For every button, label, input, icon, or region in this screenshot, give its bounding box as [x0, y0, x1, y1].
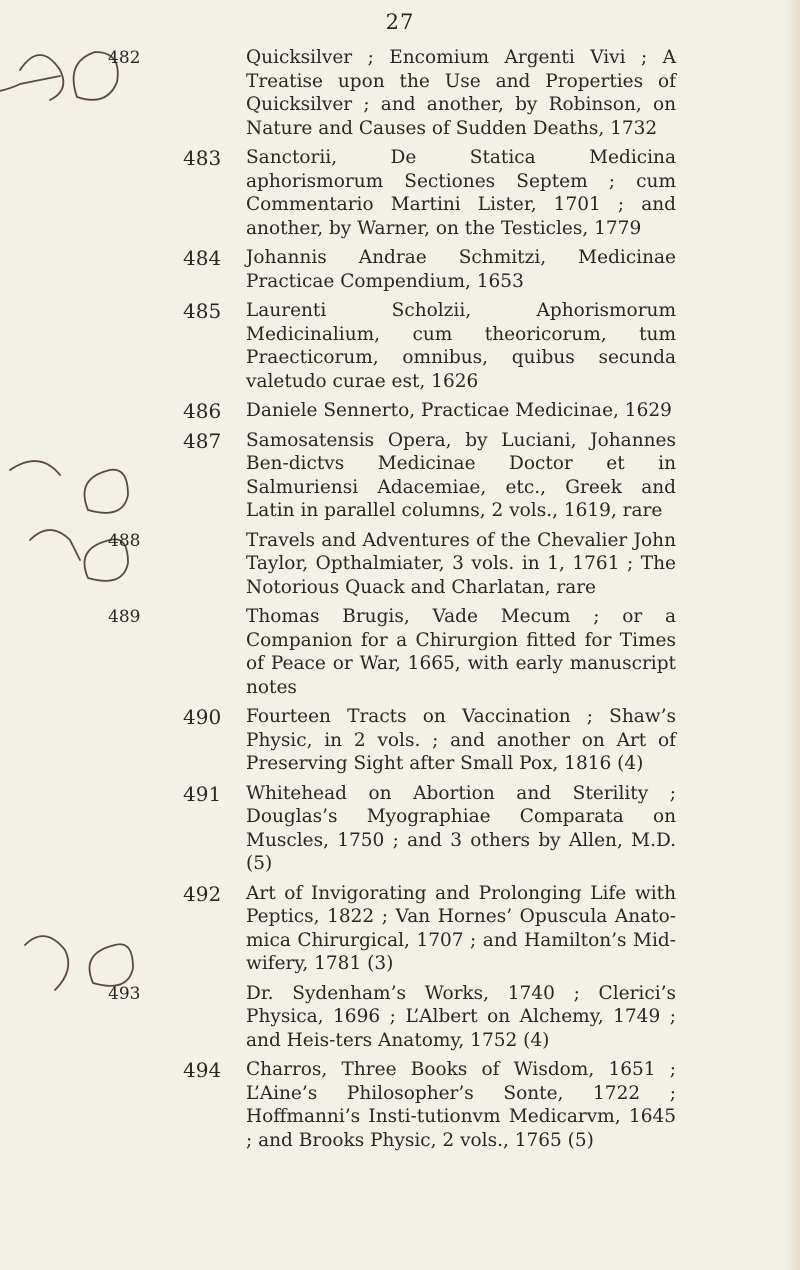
lot-description: Quicksilver ; Encomium Argenti Vivi ; A Treatise upon the Use and Properties of Quicksilver ; and another, by Robinson, on Nature and Causes of Sudden Deaths, 1732: [246, 47, 676, 139]
lot-number: 483: [183, 146, 222, 170]
lot-description: Art of Invigorating and Prolonging Life with Peptics, 1822 ; Van Hornes’ Opuscula Anato-mica Chirurgical, 1707 ; and Hamilton’s Mid-wifery, 1781 (3): [246, 882, 676, 974]
lot-entry: [0, 1058, 800, 1152]
lot-number: 487: [183, 428, 222, 453]
page-edge-shading: [786, 0, 800, 1270]
page-number: 27: [385, 10, 415, 34]
lot-description: Fourteen Tracts on Vaccination ; Shaw’s Physic, in 2 vols. ; and another on Art of Preserving Sight after Small Pox, 1816 (4): [246, 706, 676, 774]
lot-entry: [0, 529, 800, 600]
lot-description: Whitehead on Abortion and Sterility ; Douglas’s Myographiae Comparata on Muscles, 1750 ; and 3 others by Allen, M.D. (5): [246, 782, 676, 874]
lot-entry: [0, 705, 800, 776]
lot-description: Travels and Adventures of the Chevalier John Taylor, Opthalmiater, 3 vols. in 1, 1761 ; The Notorious Quack and Charlatan, rare: [246, 529, 676, 598]
lot-description: Charros, Three Books of Wisdom, 1651 ; L’Aine’s Philosopher’s Sonte, 1722 ; Hoffmanni’s Insti-tutionvm Medicarvm, 1645 ; and Brooks Physic, 2 vols., 1765 (5): [246, 1059, 676, 1151]
lot-list: [0, 46, 800, 1158]
lot-number: 492: [183, 881, 222, 906]
lot-number: 488: [108, 530, 141, 551]
lot-entry: [0, 146, 800, 240]
lot-entry: [0, 782, 800, 876]
lot-number: 494: [183, 1058, 222, 1082]
lot-number: 484: [183, 246, 222, 270]
lot-number: 491: [183, 781, 222, 806]
lot-number: 489: [108, 607, 141, 627]
lot-entry: [0, 399, 800, 423]
lot-entry: [0, 429, 800, 523]
lot-description: Thomas Brugis, Vade Mecum ; or a Companion for a Chirurgion fitted for Times of Peace or War, 1665, with early manuscript notes: [246, 606, 676, 698]
lot-description: Samosatensis Opera, by Luciani, Johannes Ben-dictvs Medicinae Doctor et in Salmuriensi Adacemiae, etc., Greek and Latin in parallel columns, 2 vols., 1619, rare: [246, 429, 676, 521]
lot-number: 490: [183, 705, 222, 729]
lot-entry: [0, 246, 800, 293]
lot-description: Johannis Andrae Schmitzi, Medicinae Practicae Compendium, 1653: [246, 247, 676, 292]
lot-entry: [0, 299, 800, 393]
lot-entry: [0, 882, 800, 976]
lot-number: 486: [183, 399, 222, 423]
lot-description: Sanctorii, De Statica Medicina aphorismorum Sectiones Septem ; cum Commentario Martini Lister, 1701 ; and another, by Warner, on the Testicles, 1779: [246, 147, 676, 239]
lot-entry: [0, 605, 800, 699]
lot-entry: [0, 982, 800, 1053]
lot-description: Daniele Sennerto, Practicae Medicinae, 1629: [246, 400, 672, 421]
lot-entry: [0, 46, 800, 140]
lot-number: 493: [108, 983, 141, 1004]
lot-number: 482: [108, 48, 141, 68]
lot-description: Laurenti Scholzii, Aphorismorum Medicinalium, cum theoricorum, tum Praecticorum, omnibus, quibus secunda valetudo curae est, 1626: [246, 300, 676, 392]
lot-description: Dr. Sydenham’s Works, 1740 ; Clerici’s Physica, 1696 ; L’Albert on Alchemy, 1749 ; and Heis-ters Anatomy, 1752 (4): [246, 982, 676, 1051]
lot-number: 485: [183, 299, 222, 323]
